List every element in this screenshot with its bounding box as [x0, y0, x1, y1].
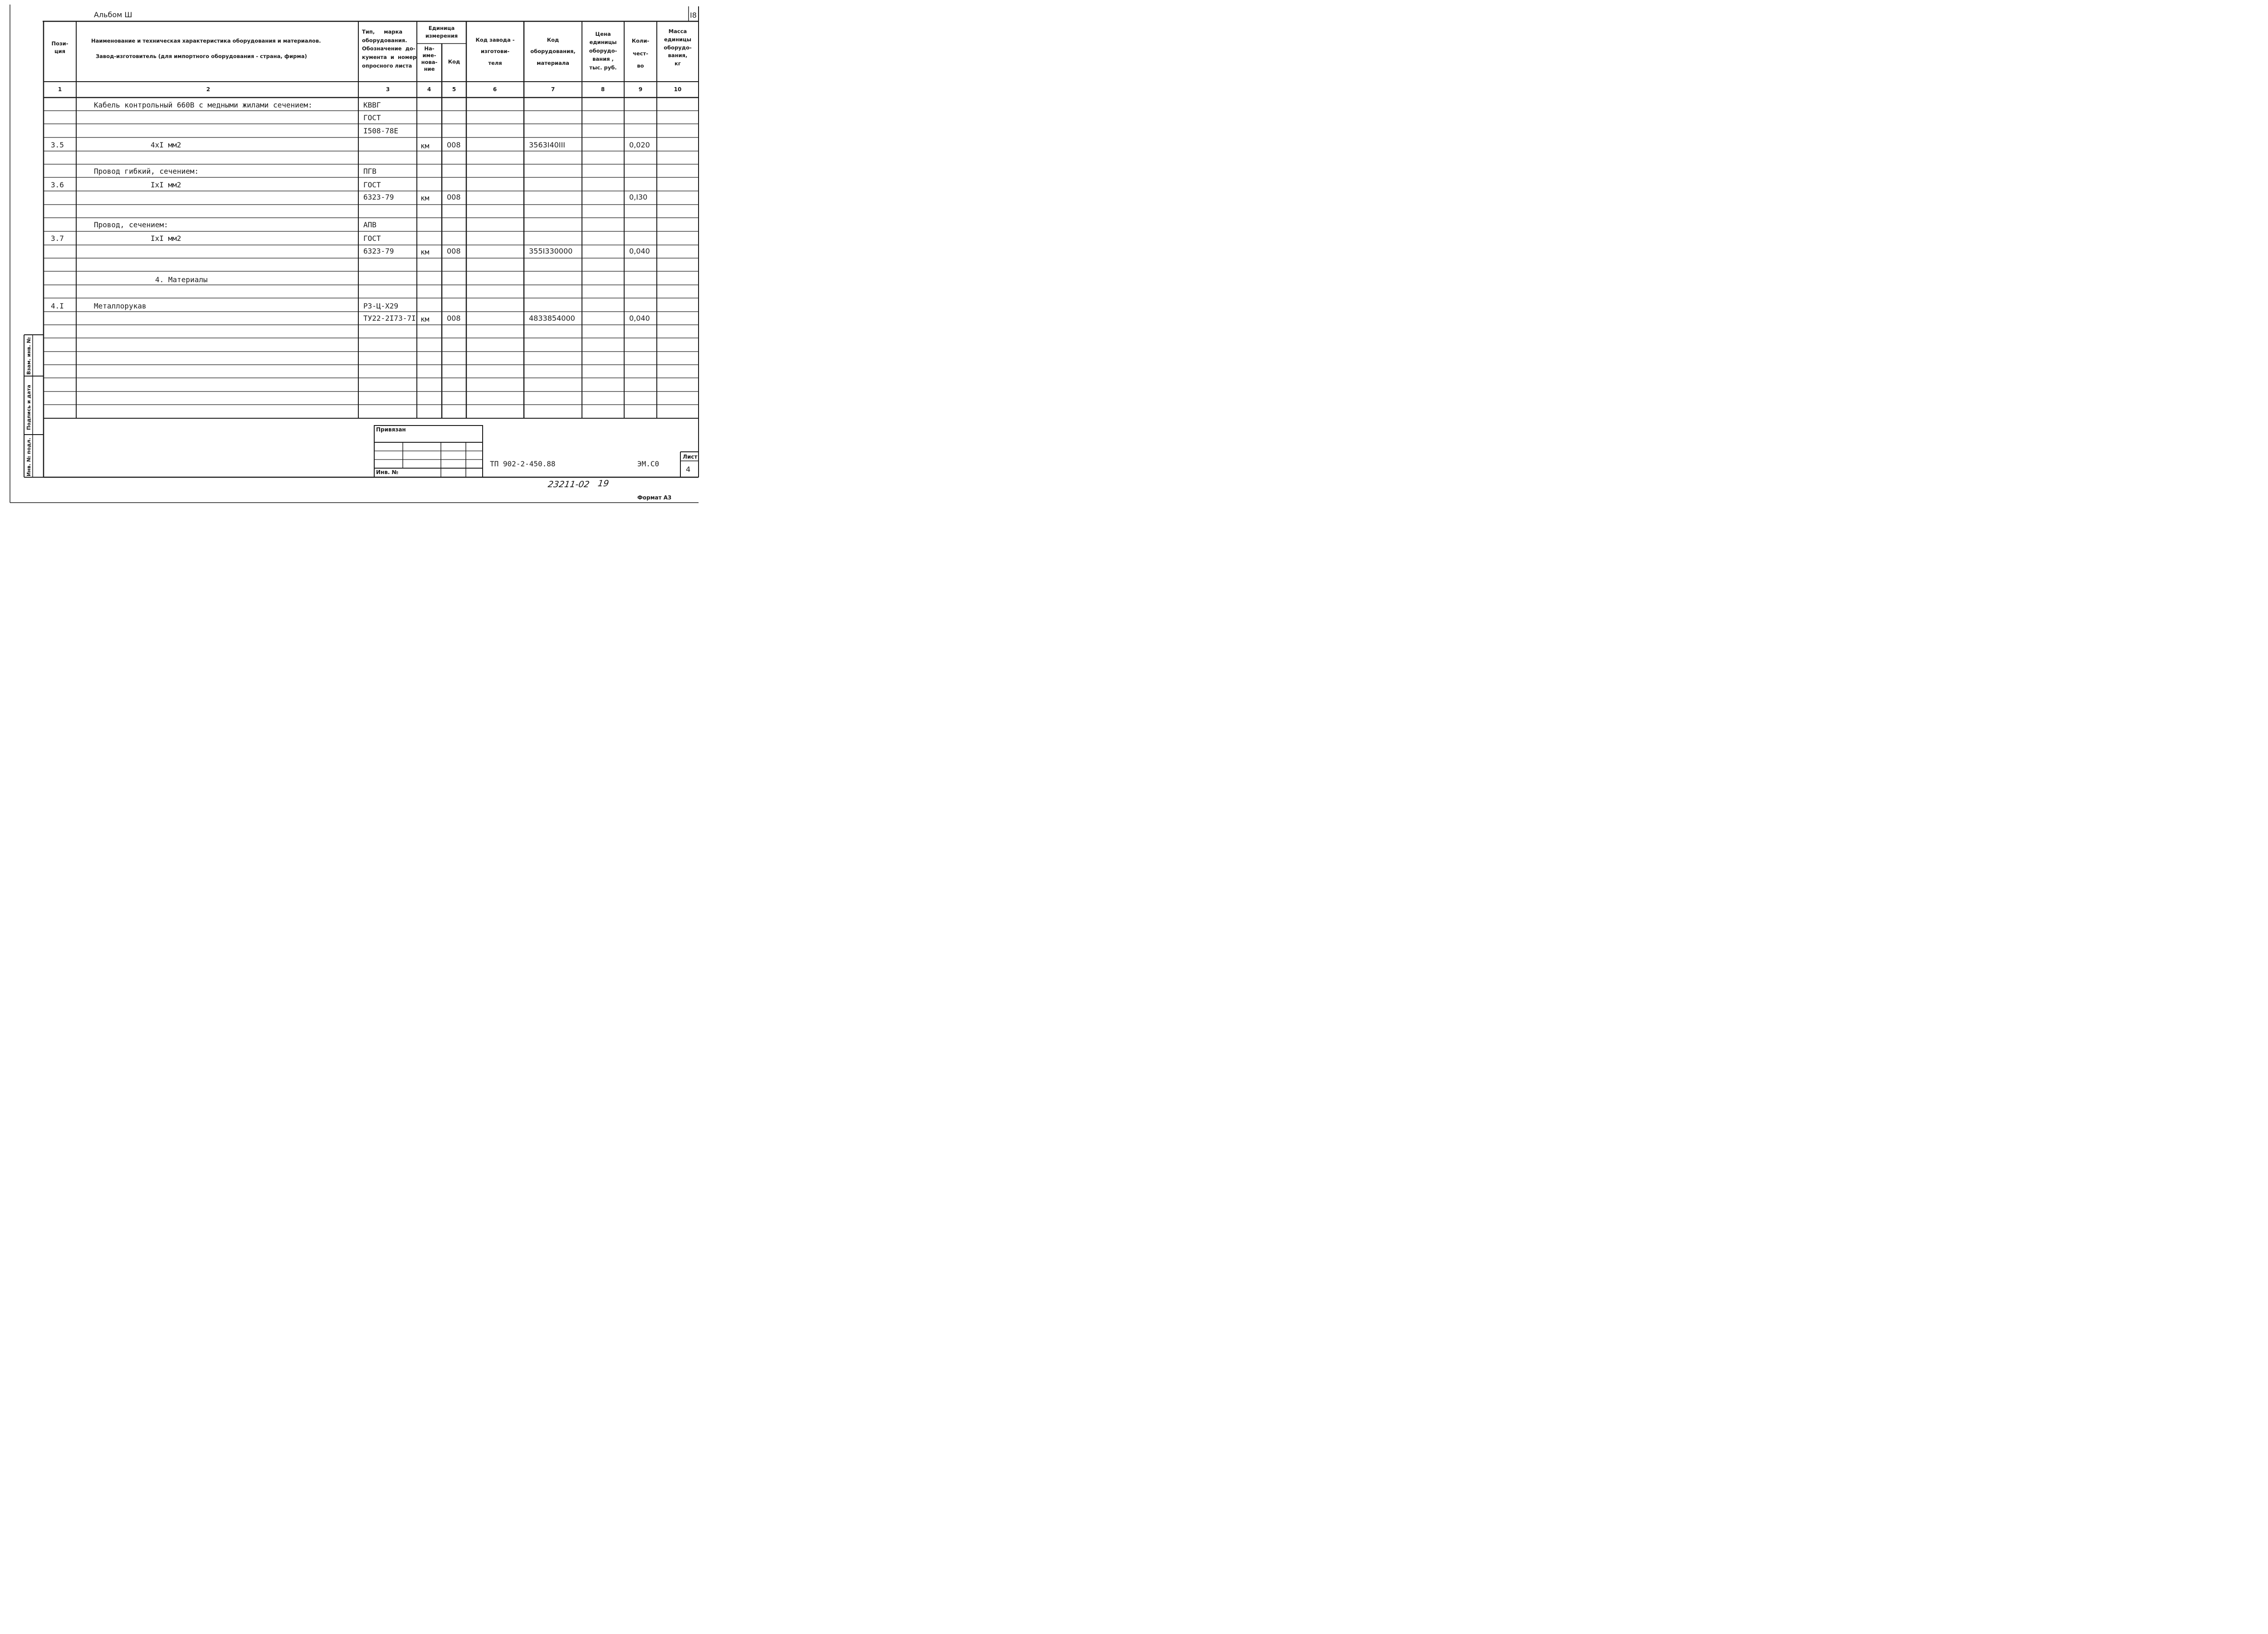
item-unit-code: 008: [447, 141, 461, 149]
col-header-mass: Масса единицы оборудо- вания, кг: [664, 28, 692, 67]
item-type: 6323-79: [363, 247, 394, 255]
item-type: I508-78Е: [363, 127, 399, 135]
item-quantity: 0,040: [629, 314, 650, 323]
item-unit-code: 008: [447, 247, 461, 255]
item-type: 6323-79: [363, 193, 394, 201]
col-header-price: Цена единицы оборудо- вания , тыс. руб.: [589, 31, 617, 71]
item-type: РЗ-Ц-Х29: [363, 302, 399, 310]
item-position: 3.7: [51, 234, 64, 243]
document-page: [0, 0, 711, 510]
item-name: IхI мм2: [151, 181, 181, 189]
col-header-type: Тип, марка оборудования. Обозначение до- кумента и номер опросного листа: [362, 29, 417, 69]
item-name: 4хI мм2: [151, 141, 181, 149]
item-quantity: 0,020: [629, 141, 650, 149]
col-number: 2: [206, 86, 210, 93]
item-type: ГОСТ: [363, 234, 381, 243]
col-header-equipment-code: Код оборудования, материала: [530, 37, 576, 66]
item-type: ГОСТ: [363, 181, 381, 189]
item-equipment-code: 3563I40III: [529, 141, 565, 149]
col-number: 9: [638, 86, 643, 93]
item-type: КВВГ: [363, 101, 381, 109]
item-name: Провод гибкий, сечением:: [94, 167, 199, 176]
col-header-position: Пози- ция: [51, 40, 68, 54]
col-header-factory-code: Код завода - изготови- теля: [475, 37, 515, 66]
col-header-name-line1: Наименование и техническая характеристика оборудования и материалов.: [91, 38, 321, 44]
table-grid: [0, 0, 711, 510]
item-type: ГОСТ: [363, 113, 381, 122]
handwritten-sheet-number: 19: [597, 479, 610, 489]
side-stamp-inv-podl: Инв. № подл.: [26, 437, 32, 476]
item-type: ТУ22-2I73-7I: [363, 314, 416, 323]
item-name: Кабель контрольный 660В с медными жилами сечением:: [94, 101, 313, 109]
handwritten-archive-number: 23211-02: [547, 479, 591, 489]
format-label: Формат А3: [637, 494, 672, 501]
item-unit: км: [420, 315, 430, 323]
item-unit: км: [420, 194, 430, 202]
item-unit-code: 008: [447, 193, 461, 201]
side-stamp-vzam: Взам. инв. №: [26, 337, 32, 375]
col-number: 10: [674, 86, 682, 93]
item-unit: км: [420, 142, 430, 150]
inventory-number-label: Инв. №: [376, 469, 399, 475]
col-header-unit-name: На- име- нова- ние: [421, 45, 438, 72]
item-type: АПВ: [363, 220, 376, 229]
sheet-label: Лист: [683, 454, 698, 460]
item-name: Металлорукав: [94, 302, 147, 310]
col-header-unit-code: Код: [448, 59, 460, 65]
sheet-number: I8: [690, 11, 697, 20]
item-quantity: 0,I30: [629, 193, 648, 201]
sheet-page-number: 4: [686, 465, 691, 474]
col-number: 1: [58, 86, 62, 93]
item-unit: км: [420, 248, 430, 256]
album-label: Альбом Ш: [94, 10, 132, 19]
item-position: 3.5: [51, 141, 64, 149]
col-number: 5: [452, 86, 456, 93]
bound-label: Привязан: [376, 426, 406, 433]
col-header-unit-group: Единица измерения: [425, 25, 458, 39]
col-number: 4: [427, 86, 431, 93]
document-code: ТП 902-2-450.88: [490, 460, 556, 468]
col-number: 7: [551, 86, 555, 93]
item-position: 4.I: [51, 302, 64, 310]
item-name: Провод, сечением:: [94, 220, 168, 229]
col-header-quantity: Коли- чест- во: [631, 38, 650, 69]
col-header-name-line2: Завод-изготовитель (для импортного оборудования - страна, фирма): [96, 53, 307, 59]
item-unit-code: 008: [447, 314, 461, 323]
section-code: ЭМ.С0: [637, 460, 660, 468]
item-equipment-code: 4833854000: [529, 314, 575, 323]
item-name: IхI мм2: [151, 234, 181, 243]
section-heading: 4. Материалы: [155, 275, 208, 284]
col-number: 3: [386, 86, 390, 93]
item-type: ПГВ: [363, 167, 376, 176]
side-stamp-podpis: Подпись и дата: [26, 385, 32, 430]
item-position: 3.6: [51, 181, 64, 189]
item-quantity: 0,040: [629, 247, 650, 255]
col-number: 6: [493, 86, 497, 93]
item-equipment-code: 355I330000: [529, 247, 573, 255]
col-number: 8: [601, 86, 605, 93]
